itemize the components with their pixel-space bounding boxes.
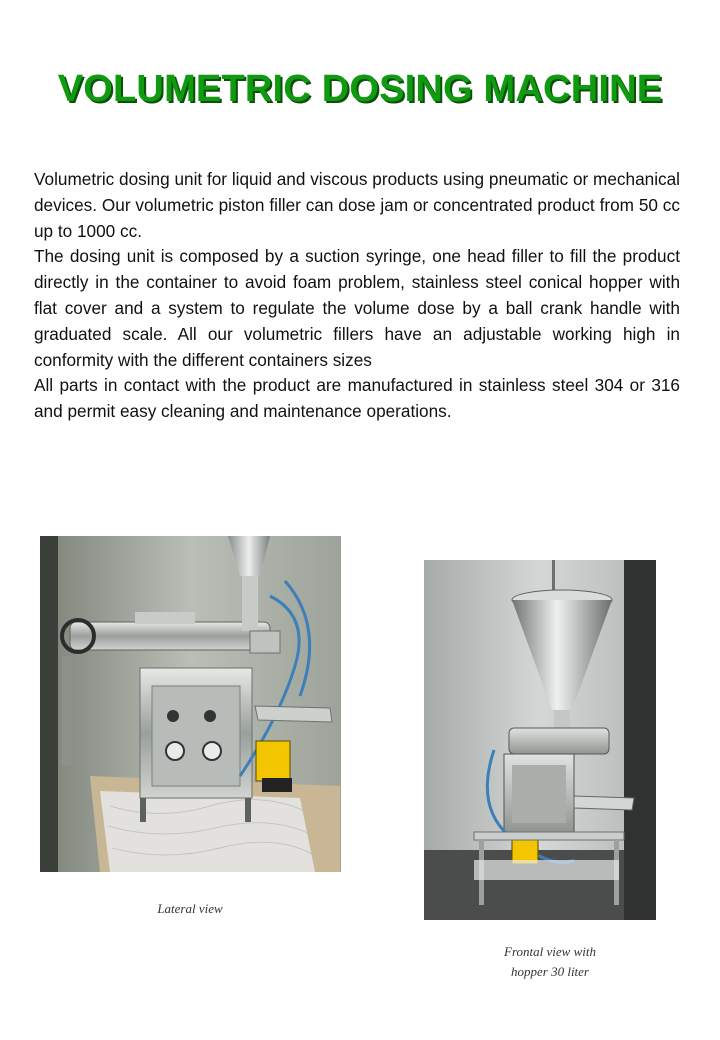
paragraph-3: All parts in contact with the product are manufactured in stainless steel 304 or 316 and permit easy cleaning and maintenance operations.	[34, 375, 680, 422]
lateral-view-photo	[40, 536, 341, 872]
frontal-view-caption	[470, 942, 630, 982]
frontal-view-photo	[424, 560, 656, 920]
paragraph-2: The dosing unit is composed by a suction syringe, one head filler to fill the product directly in the container to avoid foam problem, stainless steel conical hopper with flat cover and a system to regulate the volume dose by a ball crank handle with graduated scale. All our volumetric fillers have an adjustable working high in conformity with the different containers sizes	[34, 246, 680, 370]
paragraph-1: Volumetric dosing unit for liquid and viscous products using pneumatic or mechanical devices. Our volumetric piston filler can dose jam or concentrated product from 50 cc up to 1000 cc.	[34, 169, 680, 241]
frontal-caption-line-1: Frontal view with	[504, 944, 596, 959]
frontal-caption-line-2: hopper 30 liter	[511, 964, 589, 979]
page-title: VOLUMETRIC DOSING MACHINE	[57, 68, 663, 110]
lateral-view-caption: Lateral view	[157, 901, 223, 916]
description-text	[34, 167, 680, 425]
